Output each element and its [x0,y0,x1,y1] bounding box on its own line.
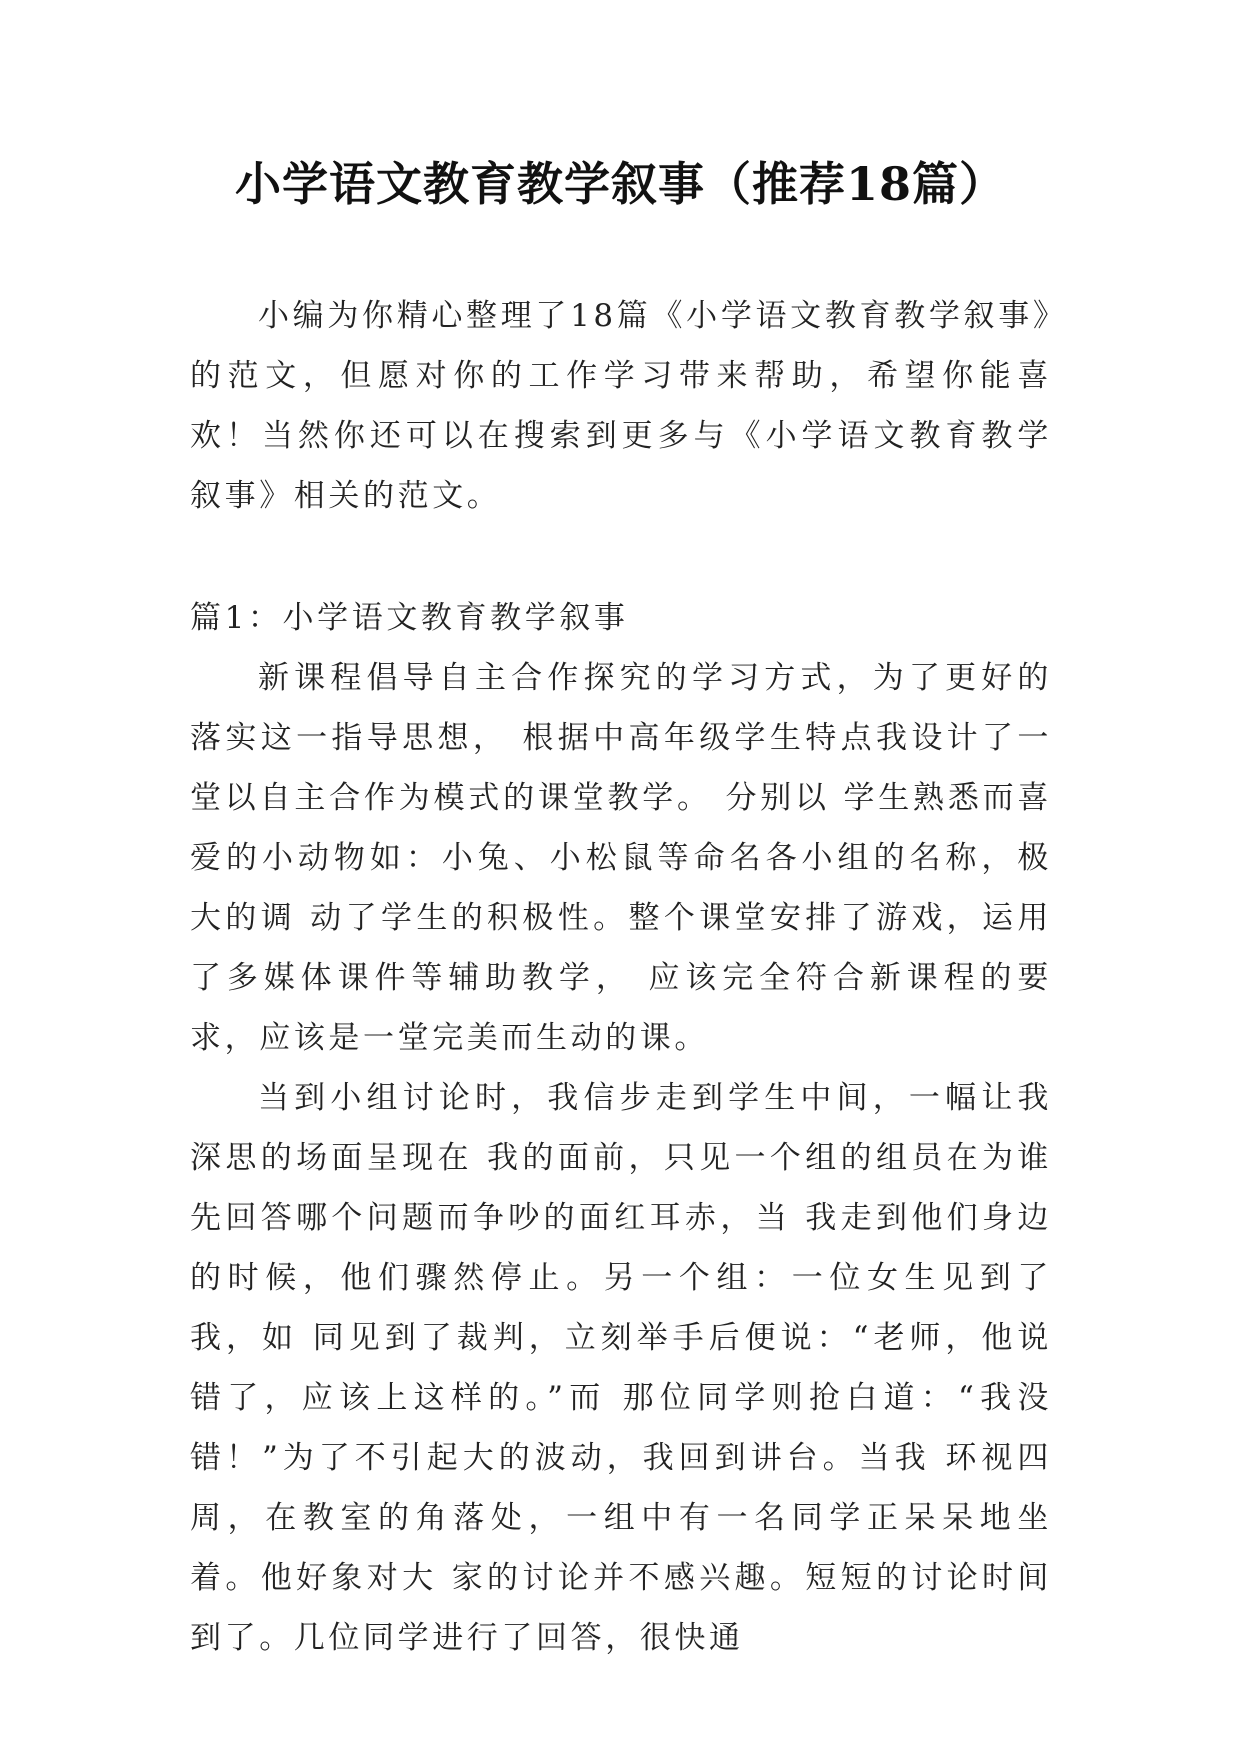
document-title: 小学语文教育教学叙事（推荐18篇） [234,157,1006,211]
section-heading: 篇1：小学语文教育教学叙事 [190,600,629,636]
document-body [190,286,1052,1668]
body-paragraph-2: 当到小组讨论时，我信步走到学生中间，一幅让我深思的场面呈现在 我的面前，只见一个组的组员在为谁先回答哪个问题而争吵的面红耳赤，当 我走到他们身边的时候，他们骤然停止。另一个组：一位女生见到了我，如 同见到了裁判，立刻举手后便说：“老师，他说错了，应该上这样的。”而 那位同学则抢白道：“我没错！”为了不引起大的波动，我回到讲台。当我 环视四周，在教室的角落处，一组中有一名同学正呆呆地坐着。他好象对大 家的讨论并不感兴趣。短短的讨论时间到了。几位同学进行了回答，很快通 [190,1080,1052,1656]
intro-paragraph: 小编为你精心整理了18篇《小学语文教育教学叙事》的范文，但愿对你的工作学习带来帮助，希望你能喜欢！当然你还可以在搜索到更多与《小学语文教育教学叙事》相关的范文。 [190,298,1052,514]
body-paragraph-1: 新课程倡导自主合作探究的学习方式，为了更好的落实这一指导思想， 根据中高年级学生特点我设计了一堂以自主合作为模式的课堂教学。 分别以 学生熟悉而喜爱的小动物如：小兔、小松鼠等命名各小组的名称，极大的调 动了学生的积极性。整个课堂安排了游戏，运用了多媒体课件等辅助教学， 应该完全符合新课程的要求，应该是一堂完美而生动的课。 [190,660,1052,1056]
